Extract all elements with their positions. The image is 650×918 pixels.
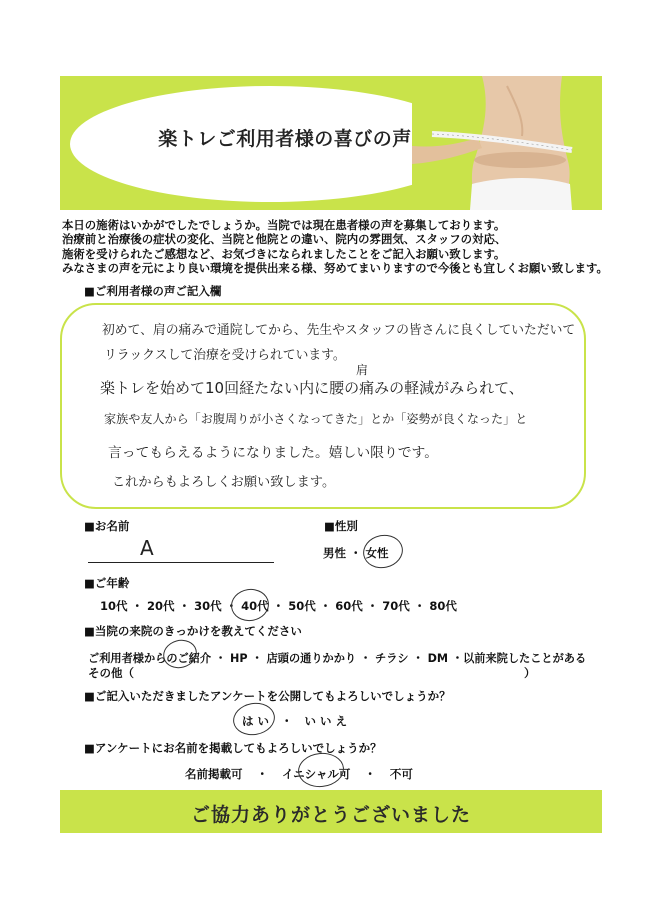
footer-banner [60,790,602,833]
female-circle-mark [360,531,406,572]
gender-label: ■性別 [324,519,358,533]
age-option[interactable]: 30代 [194,599,222,613]
thank-you-message: ご協力ありがとうございました [190,804,471,826]
gender-male[interactable]: 男性 [323,546,346,560]
separator: ・ [131,599,144,613]
trigger-label: ■当院の来院のきっかけを教えてください [84,624,302,638]
separator: ・ [364,767,376,781]
trigger-other[interactable] [88,665,536,681]
separator: ・ [413,599,426,613]
age-circle-mark [229,587,271,624]
separator: ・ [256,767,269,781]
waist-measure-photo [412,76,602,210]
intro-text [62,218,608,276]
voice-line: 楽トレを始めて10回経たない内に腰の痛みの軽減がみられて、 [100,379,524,397]
separator: ・ [178,599,191,613]
voice-line: リラックスして治療を受けられています。 [104,348,346,363]
voice-label: ■ご利用者様の声ご記入欄 [84,284,222,298]
publish-label: ■ご記入いただきましたアンケートを公開してもよろしいでしょうか？ [84,689,451,703]
intro-line: 施術を受けられたご感想など、お気づきになられましたことをご記入お願い致します。 [62,246,506,261]
age-option[interactable]: 10代 [100,599,128,613]
separator: ・ [281,714,293,728]
insert-mark: 肩 [356,363,369,377]
separator: ・ [350,546,362,560]
voice-line: これからもよろしくお願い致します。 [112,475,336,490]
voice-line: 初めて、肩の痛みで通院してから、先生やスタッフの皆さんに良くしていただいて [102,323,576,338]
separator: ・ [319,599,332,613]
name-publish-circle-mark [296,751,345,790]
page-title: 楽トレご利用者様の喜びの声 [158,128,412,150]
name-label: ■お名前 [84,519,130,533]
name-publish-none[interactable]: 不可 [389,767,413,781]
age-option[interactable]: 20代 [147,599,175,613]
age-option[interactable]: 80代 [429,599,457,613]
gender-female[interactable]: 女性 [365,546,389,560]
age-option[interactable]: 50代 [288,599,316,613]
trigger-other-suffix: ） [524,666,536,680]
publish-circle-mark [231,700,278,739]
age-option[interactable]: 60代 [335,599,363,613]
age-options [100,598,457,614]
intro-line: みなさまの声を元により良い環境を提供出来る様、努めてまいりますので今後とも宜しくお願い致します。 [62,261,608,276]
intro-line: 治療前と治療後の症状の変化、当院と他院との違い、院内の雰囲気、スタッフの対応、 [62,232,507,247]
publish-yes[interactable]: は い [242,714,270,728]
age-option[interactable]: 40代 [241,599,269,613]
separator: ・ [225,599,238,613]
intro-line: 本日の施術はいかがでしたでしょうか。当院では現在患者様の声を募集しております。 [62,218,506,232]
header-banner [60,76,602,210]
trigger-options[interactable]: ご利用者様からのご紹介 ・ HP ・ 店頭の通りかかり ・ チラシ ・ DM ・以前来院したことがある [88,652,587,665]
voice-line: 家族や友人から「お腹周りが小さくなってきた」とか「姿勢が良くなった」と [104,412,528,426]
separator: ・ [366,599,379,613]
name-publish-initial[interactable]: イニシャル可 [282,767,351,781]
name-value: A [140,536,154,560]
trigger-other-prefix: その他（ [88,666,134,680]
name-publish-label: ■アンケートにお名前を掲載してもよろしいでしょうか？ [84,741,382,755]
name-publish-full[interactable]: 名前掲載可 [185,767,243,781]
voice-line: 言ってもらえるようになりました。嬉しい限りです。 [108,445,439,461]
name-field[interactable] [88,562,274,563]
publish-no[interactable]: い い え [304,714,348,728]
separator: ・ [272,599,285,613]
age-option[interactable]: 70代 [382,599,410,613]
age-label: ■ご年齢 [84,576,130,590]
